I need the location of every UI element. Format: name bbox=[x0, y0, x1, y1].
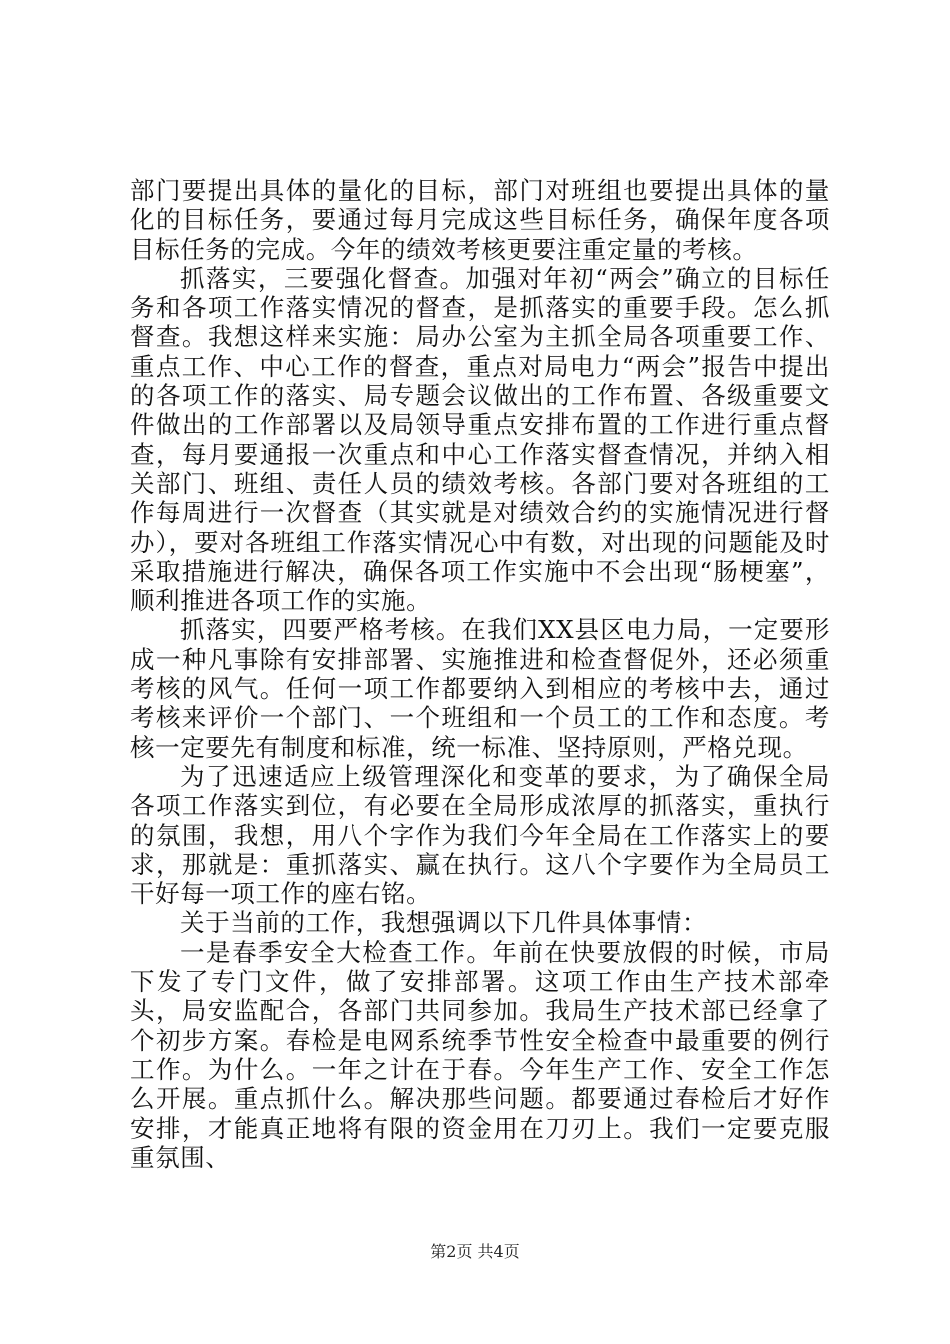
paragraph-1: 部门要提出具体的量化的目标，部门对班组也要提出具体的量化的目标任务，要通过每月完成这些目标任务，确保年度各项目标任务的完成。今年的绩效考核更要注重定量的考核。 bbox=[130, 176, 830, 264]
page-number-footer: 第2页 共4页 bbox=[430, 1242, 520, 1261]
paragraph-5: 关于当前的工作，我想强调以下几件具体事情： bbox=[180, 908, 708, 938]
paragraph-6: 一是春季安全大检查工作。年前在快要放假的时候，市局下发了专门文件，做了安排部署。这项工作由生产技术部牵头，局安监配合，各部门共同参加。我局生产技术部已经拿了个初步方案。春检是电网系统季节性安全检查中最重要的例行工作。为什么。一年之计在于春。今年生产工作、安全工作怎么开展。重点抓什么。解决那些问题。都要通过春检后才好作安排，才能真正地将有限的资金用在刀刃上。我们一定要克服重氛围、 bbox=[130, 937, 830, 1172]
paragraph-3: 抓落实，四要严格考核。在我们XX县区电力局，一定要形成一种凡事除有安排部署、实施推进和检查督促外，还必须重考核的风气。任何一项工作都要纳入到相应的考核中去，通过考核来评价一个部门、一个班组和一个员工的工作和态度。考核一定要先有制度和标准，统一标准、坚持原则，严格兑现。 bbox=[130, 615, 830, 762]
document-body bbox=[130, 176, 830, 1172]
paragraph-2: 抓落实，三要强化督查。加强对年初“两会”确立的目标任务和各项工作落实情况的督查，是抓落实的重要手段。怎么抓督查。我想这样来实施：局办公室为主抓全局各项重要工作、重点工作、中心工作的督查，重点对局电力“两会”报告中提出的各项工作的落实、局专题会议做出的工作布置、各级重要文件做出的工作部署以及局领导重点安排布置的工作进行重点督查，每月要通报一次重点和中心工作落实督查情况，并纳入相关部门、班组、责任人员的绩效考核。各部门要对各班组的工作每周进行一次督查（其实就是对绩效合约的实施情况进行督办），要对各班组工作落实情况心中有数，对出现的问题能及时采取措施进行解决，确保各项工作实施中不会出现“肠梗塞”，顺利推进各项工作的实施。 bbox=[130, 263, 830, 616]
paragraph-4: 为了迅速适应上级管理深化和变革的要求，为了确保全局各项工作落实到位，有必要在全局形成浓厚的抓落实，重执行的氛围，我想，用八个字作为我们今年全局在工作落实上的要求，那就是：重抓落实、赢在执行。这八个字要作为全局员工干好每一项工作的座右铭。 bbox=[130, 761, 830, 909]
